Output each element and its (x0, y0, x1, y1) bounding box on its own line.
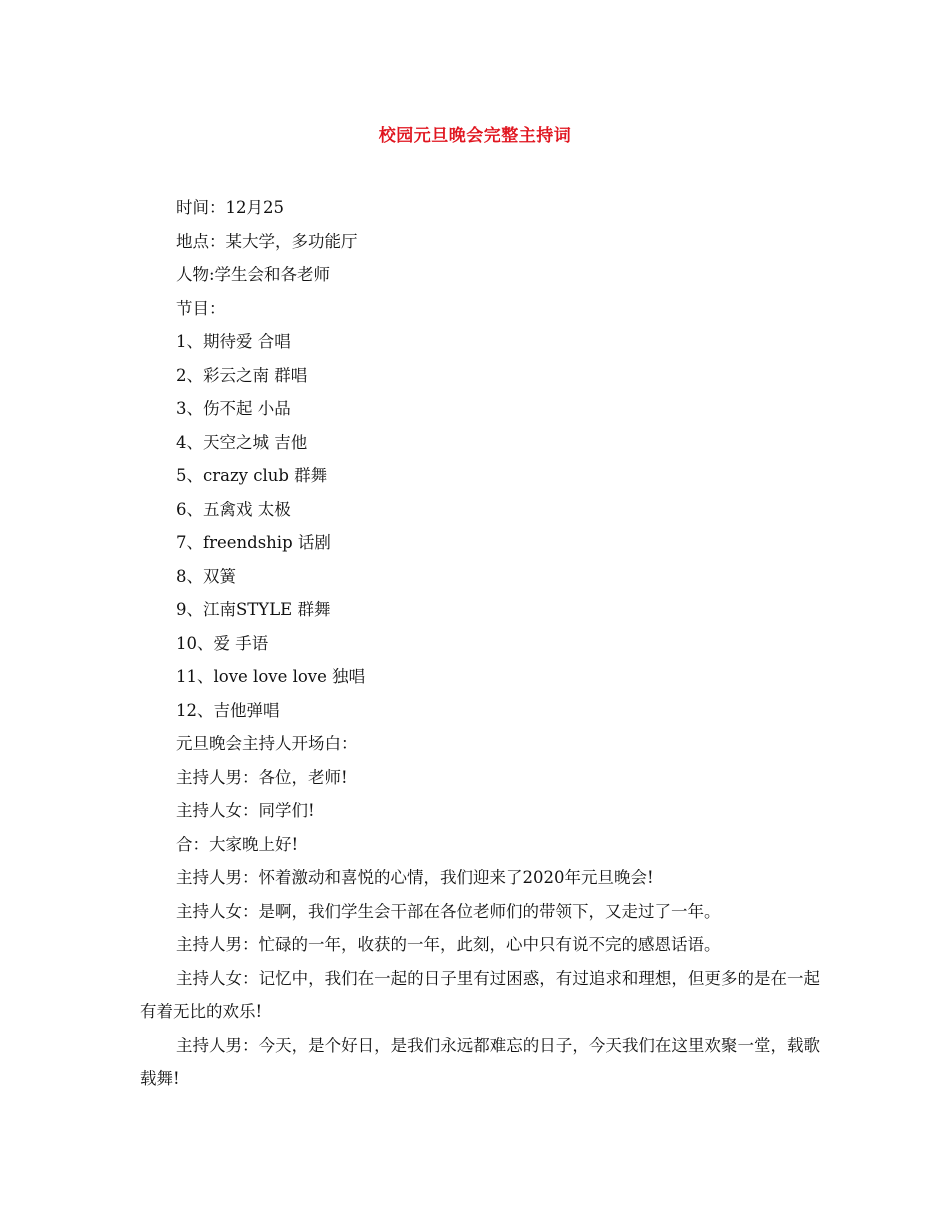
document-title: 校园元旦晚会完整主持词 (378, 126, 572, 146)
info-time: 时间：12月25 (176, 198, 284, 217)
dialogue-line: 合：大家晚上好! (176, 834, 299, 854)
program-item: 8、双簧 (176, 566, 236, 586)
program-item: 7、freendship 话剧 (176, 533, 331, 552)
program-item: 9、江南STYLE 群舞 (176, 600, 331, 619)
program-list (140, 325, 820, 727)
dialogue-paragraph: 主持人男：今天，是个好日，是我们永远都难忘的日子，今天我们在这里欢聚一堂，载歌载舞! (140, 1035, 820, 1088)
document-body (140, 191, 820, 1096)
dialogue-line: 主持人男：各位，老师! (176, 767, 348, 787)
dialogue-line: 主持人女：是啊，我们学生会干部在各位老师们的带领下，又走过了一年。 (176, 901, 721, 921)
opening-heading: 元旦晚会主持人开场白： (176, 734, 358, 753)
program-item: 4、天空之城 吉他 (176, 432, 308, 452)
program-item: 12、吉他弹唱 (176, 700, 280, 720)
dialogue-line: 主持人男：忙碌的一年，收获的一年，此刻，心中只有说不完的感恩话语。 (176, 935, 721, 954)
program-item: 1、期待爱 合唱 (176, 332, 291, 351)
dialogue-line: 主持人男：怀着激动和喜悦的心情，我们迎来了2020年元旦晚会! (176, 868, 654, 887)
program-item: 2、彩云之南 群唱 (176, 365, 308, 385)
program-item: 5、crazy club 群舞 (176, 466, 328, 485)
info-programs-label: 节目： (176, 298, 226, 318)
program-item: 3、伤不起 小品 (176, 399, 291, 418)
program-item: 11、love love love 独唱 (176, 667, 366, 686)
program-item: 6、五禽戏 太极 (176, 499, 291, 519)
program-item: 10、爱 手语 (176, 633, 269, 653)
dialogue-line: 主持人女：同学们! (176, 801, 315, 820)
info-people: 人物:学生会和各老师 (176, 265, 331, 284)
dialogue-list (140, 761, 820, 962)
dialogue-paragraph: 主持人女：记忆中，我们在一起的日子里有过困惑，有过追求和理想，但更多的是在一起有着无比的欢乐! (140, 968, 820, 1021)
info-location: 地点：某大学，多功能厅 (176, 231, 358, 251)
